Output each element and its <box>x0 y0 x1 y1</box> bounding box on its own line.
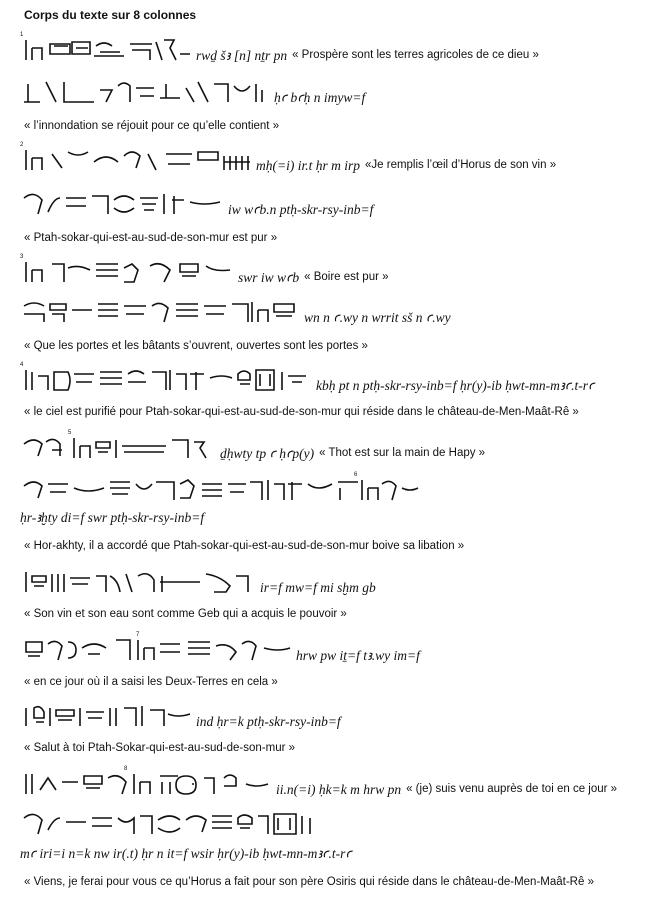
transliteration: hrw pw iṯ=f tꜣ.wy im=f <box>296 648 420 663</box>
hieroglyph-group <box>20 256 234 286</box>
hieroglyph-group <box>20 296 300 326</box>
hieroglyph-line-13 <box>20 764 617 798</box>
translation-line: « Son vin et son eau sont comme Geb qui a acquis le pouvoir » <box>24 608 347 620</box>
translation-line: « Ptah-sokar-qui-est-au-sud-de-son-mur est pur » <box>24 232 278 244</box>
transliteration: kbḥ pt n ptḥ-skr-rsy-inb=f ḥr(y)-ib ḥwt-mn-mꜣꜥ.t-rꜥ <box>316 378 595 393</box>
transliteration: ind ḥr=k ptḥ-skr-rsy-inb=f <box>196 714 341 729</box>
hieroglyph-group <box>20 34 192 64</box>
transliteration: mḥ(=i) ir.t ḥr m irp <box>256 158 360 173</box>
hieroglyph-line-5 <box>20 252 389 286</box>
hieroglyph-group <box>20 566 256 596</box>
transliteration: ḥꜥ bꜥḥ n imyw=f <box>274 90 366 105</box>
hieroglyph-group <box>20 474 420 504</box>
hieroglyph-group <box>20 364 312 394</box>
translation-line: « Que les portes et les bâtants s’ouvrent, ouvertes sont les portes » <box>24 340 368 352</box>
translation-line: « le ciel est purifié pour Ptah-sokar-qui-est-au-sud-de-son-mur qui réside dans le château-de-Men-Maât-Rê » <box>24 406 579 418</box>
translation-inline: «Je remplis l’œil d’Horus de son vin » <box>365 159 557 171</box>
hieroglyph-group <box>20 808 316 838</box>
translation-inline: « Boire est pur » <box>304 271 389 283</box>
hieroglyph-line-4 <box>20 184 373 218</box>
hieroglyph-line-7 <box>20 360 594 394</box>
hieroglyph-group <box>20 700 192 730</box>
transliteration: mꜥ iri=i n=k nw ir(.t) ḥr n it=f wsir ḥr(y)-ib ḥwt-mn-mꜣꜥ.t-rꜥ <box>20 846 352 861</box>
column-number: 2 <box>20 142 24 148</box>
translation-line: « Salut à toi Ptah-Sokar-qui-est-au-sud-de-son-mur » <box>24 742 296 754</box>
transliteration: ir=f mw=f mi sḫm gb <box>260 580 376 595</box>
translation-inline: « Prospère sont les terres agricoles de ce dieu » <box>292 49 539 61</box>
hieroglyph-group <box>20 768 272 798</box>
hieroglyph-line-1 <box>20 30 539 64</box>
column-number: 4 <box>20 362 24 368</box>
hieroglyph-line-8 <box>20 428 485 462</box>
transliteration: iw wꜥb.n ptḥ-skr-rsy-inb=f <box>228 202 374 217</box>
hieroglyph-line-12 <box>20 696 341 730</box>
column-number: 5 <box>68 430 72 436</box>
hieroglyph-line-10 <box>20 562 376 596</box>
column-number: 6 <box>354 472 358 478</box>
hieroglyph-group <box>20 634 292 664</box>
transliteration: ii.n(=i) ḥk=k m hrw pn <box>276 782 402 797</box>
hieroglyph-line-6 <box>20 292 451 326</box>
hieroglyph-line-3 <box>20 140 556 174</box>
column-number: 1 <box>20 32 24 38</box>
hieroglyph-line-9 <box>20 470 420 504</box>
hieroglyph-group <box>20 432 216 462</box>
translation-line: « Hor-akhty, il a accordé que Ptah-sokar-qui-est-au-sud-de-son-mur boive sa libation » <box>24 540 465 552</box>
hieroglyph-line-14 <box>20 804 316 838</box>
transliteration: ḥr-ꜣḫty di=f swr ptḥ-skr-rsy-inb=f <box>20 510 205 525</box>
hieroglyph-line-11 <box>20 630 420 664</box>
transliteration: rwḏ šꜣ [n] nṯr pn <box>196 48 288 63</box>
document-title: Corps du texte sur 8 colonnes <box>24 8 197 22</box>
translation-inline: « Thot est sur la main de Hapy » <box>319 447 486 459</box>
transliteration: ḏḥwty tp ꜥ ḥꜥp(y) <box>220 446 315 461</box>
translation-inline: « (je) suis venu auprès de toi en ce jour » <box>406 783 618 795</box>
translation-line: « l’innondation se réjouit pour ce qu’elle contient » <box>24 120 280 132</box>
hieroglyph-group <box>20 144 252 174</box>
translation-line: « en ce jour où il a saisi les Deux-Terres en cela » <box>24 676 278 688</box>
column-number: 8 <box>124 766 128 772</box>
transliteration: wn n ꜥ.wy n wrrit sš n ꜥ.wy <box>304 310 451 325</box>
column-number: 3 <box>20 254 24 260</box>
transliteration: swr iw wꜥb <box>238 270 300 285</box>
hieroglyph-group <box>20 76 270 106</box>
translation-line: « Viens, je ferai pour vous ce qu’Horus a fait pour son père Osiris qui réside dans le château-de-Men-Maât-Rê » <box>24 876 594 888</box>
column-number: 7 <box>136 632 140 638</box>
hieroglyph-line-2 <box>20 72 365 106</box>
hieroglyph-group <box>20 188 224 218</box>
